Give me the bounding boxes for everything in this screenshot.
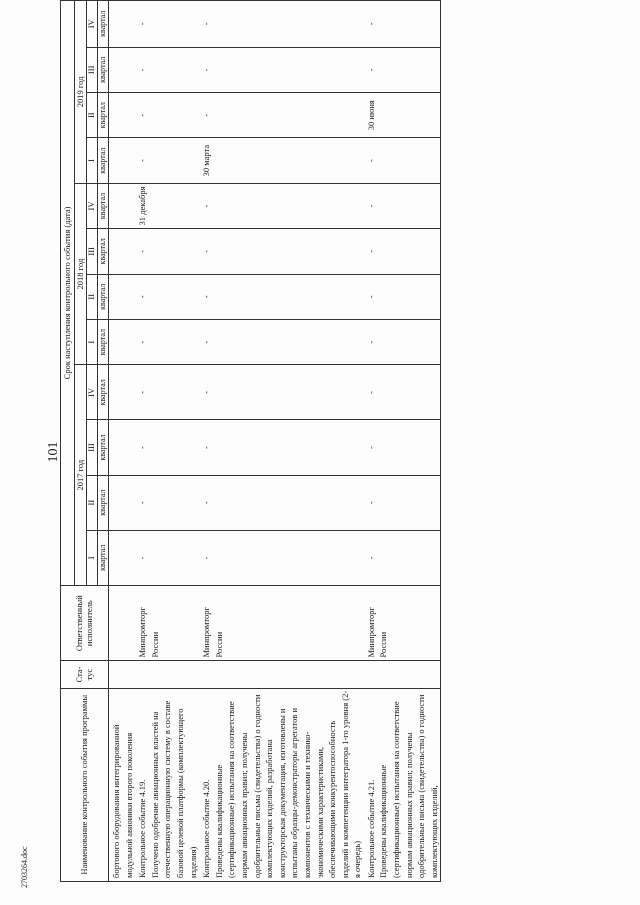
quarter-word: квартал [98, 229, 109, 274]
footer-document-code: 2703264.doc [20, 846, 29, 888]
executor-cell [109, 585, 136, 661]
event-name-cell [364, 688, 441, 881]
quarter-cell: - [364, 183, 441, 228]
quarter-cell: - [364, 319, 441, 364]
quarter-cell [109, 274, 136, 319]
executor-cell: Минпромторг России [364, 585, 441, 661]
quarter-number: III [87, 47, 98, 92]
event-description: Получено одобрение авиационных властей на отечественную операционную систему в составе базовой целевой платформы (комплектующего изделия) [149, 700, 198, 878]
quarter-cell: - [364, 47, 441, 92]
status-cell [135, 661, 199, 688]
quarter-cell: - [364, 1, 441, 48]
quarter-number: II [87, 475, 98, 530]
event-name-cell [199, 688, 364, 881]
quarter-number: IV [87, 1, 98, 48]
quarter-cell: - [135, 319, 199, 364]
quarter-cell: - [364, 138, 441, 183]
quarter-cell: - [135, 138, 199, 183]
event-title: Контрольное событие 4.20. [201, 779, 212, 878]
quarter-cell [109, 1, 136, 48]
quarter-cell: - [135, 1, 199, 48]
quarter-cell [109, 47, 136, 92]
table-body [109, 1, 441, 882]
quarter-cell: 30 марта [199, 138, 364, 183]
quarter-number: IV [87, 183, 98, 228]
quarter-cell [109, 183, 136, 228]
quarter-cell [109, 420, 136, 475]
quarter-number: III [87, 229, 98, 274]
quarter-cell: - [199, 183, 364, 228]
quarter-cell: - [135, 530, 199, 585]
page-number: 101 [46, 441, 61, 463]
quarter-cell: - [199, 319, 364, 364]
quarter-cell: - [135, 274, 199, 319]
quarter-word: квартал [98, 274, 109, 319]
quarter-cell: - [364, 420, 441, 475]
document-table-sheet [60, 0, 640, 882]
quarter-number: III [87, 420, 98, 475]
header-year: 2018 год [75, 183, 87, 365]
table-row [109, 1, 136, 882]
quarter-cell: - [199, 274, 364, 319]
quarter-cell: - [364, 229, 441, 274]
quarter-cell: - [364, 274, 441, 319]
quarter-number: IV [87, 365, 98, 420]
event-name-cell [109, 688, 136, 881]
quarter-word: квартал [98, 93, 109, 138]
quarter-cell: - [364, 365, 441, 420]
header-deadline: Срок наступления контрольного события (дата) [61, 1, 75, 586]
quarter-word: квартал [98, 183, 109, 228]
table-row [364, 1, 441, 882]
event-name-cell [135, 688, 199, 881]
quarter-cell [109, 530, 136, 585]
quarter-number: I [87, 530, 98, 585]
quarter-word: квартал [98, 365, 109, 420]
header-event-name: Наименование контрольного события программы [61, 688, 109, 881]
header-executor: Ответственный исполнитель [61, 585, 109, 661]
event-description: бортового оборудования интегрированной модульной авионики второго поколения [111, 724, 134, 878]
executor-cell: Минпромторг России [135, 585, 199, 661]
quarter-word: квартал [98, 138, 109, 183]
header-year: 2019 год [75, 1, 87, 184]
executor-cell: Минпромторг России [199, 585, 364, 661]
quarter-number: II [87, 274, 98, 319]
quarter-cell: - [199, 475, 364, 530]
table-row [135, 1, 199, 882]
quarter-cell: - [135, 475, 199, 530]
event-title: Контрольное событие 4.21. [365, 779, 376, 878]
quarter-number: II [87, 93, 98, 138]
quarter-number: I [87, 138, 98, 183]
quarter-cell: - [135, 47, 199, 92]
quarter-cell: - [199, 365, 364, 420]
quarter-cell: 30 июня [364, 93, 441, 138]
header-status: Ста-тус [61, 661, 109, 688]
status-cell [199, 661, 364, 688]
event-description: Проведены квалификационные (сертификационные) испытания на соответствие нормам авиационных правил; получены одобрительные письма (свидетельства) о годности комплектующих изделий, [378, 694, 439, 878]
quarter-cell [109, 475, 136, 530]
quarter-cell [109, 365, 136, 420]
status-cell [109, 661, 136, 688]
quarter-cell [109, 93, 136, 138]
quarter-cell: - [364, 475, 441, 530]
quarter-word: квартал [98, 319, 109, 364]
quarter-cell: - [199, 420, 364, 475]
quarter-word: квартал [98, 420, 109, 475]
table-header [61, 1, 109, 882]
quarter-cell: - [199, 47, 364, 92]
quarter-cell [109, 229, 136, 274]
quarter-cell: - [135, 229, 199, 274]
quarter-cell: - [199, 530, 364, 585]
quarter-cell [109, 138, 136, 183]
quarter-cell: 31 декабря [135, 183, 199, 228]
quarter-cell [109, 319, 136, 364]
quarter-number: I [87, 319, 98, 364]
header-year: 2017 год [75, 365, 87, 586]
quarter-cell: - [135, 420, 199, 475]
quarter-cell: - [135, 93, 199, 138]
quarter-cell: - [364, 530, 441, 585]
status-cell [364, 661, 441, 688]
quarter-word: квартал [98, 47, 109, 92]
quarter-word: квартал [98, 475, 109, 530]
quarter-word: квартал [98, 1, 109, 48]
control-events-table [60, 0, 441, 882]
event-description: Проведены квалификационные (сертификационные) испытания на соответствие нормам авиационных правил; получены одобрительные письма (свидетельства) о годности комплектующих изделий, разработана конструкторская документация, изготовлены и испытаны образцы-демонстраторы агрегатов и компонентов с техническими и технико-экономическими характеристиками, обеспечивающими конкурентоспособность изделий и компетенции интегратора 1-го уровня (2-я очередь) [213, 690, 363, 878]
event-title: Контрольное событие 4.19. [137, 779, 148, 878]
quarter-cell: - [135, 365, 199, 420]
quarter-word: квартал [98, 530, 109, 585]
table-row [199, 1, 364, 882]
quarter-cell: - [199, 229, 364, 274]
quarter-cell: - [199, 1, 364, 48]
quarter-cell: - [199, 93, 364, 138]
